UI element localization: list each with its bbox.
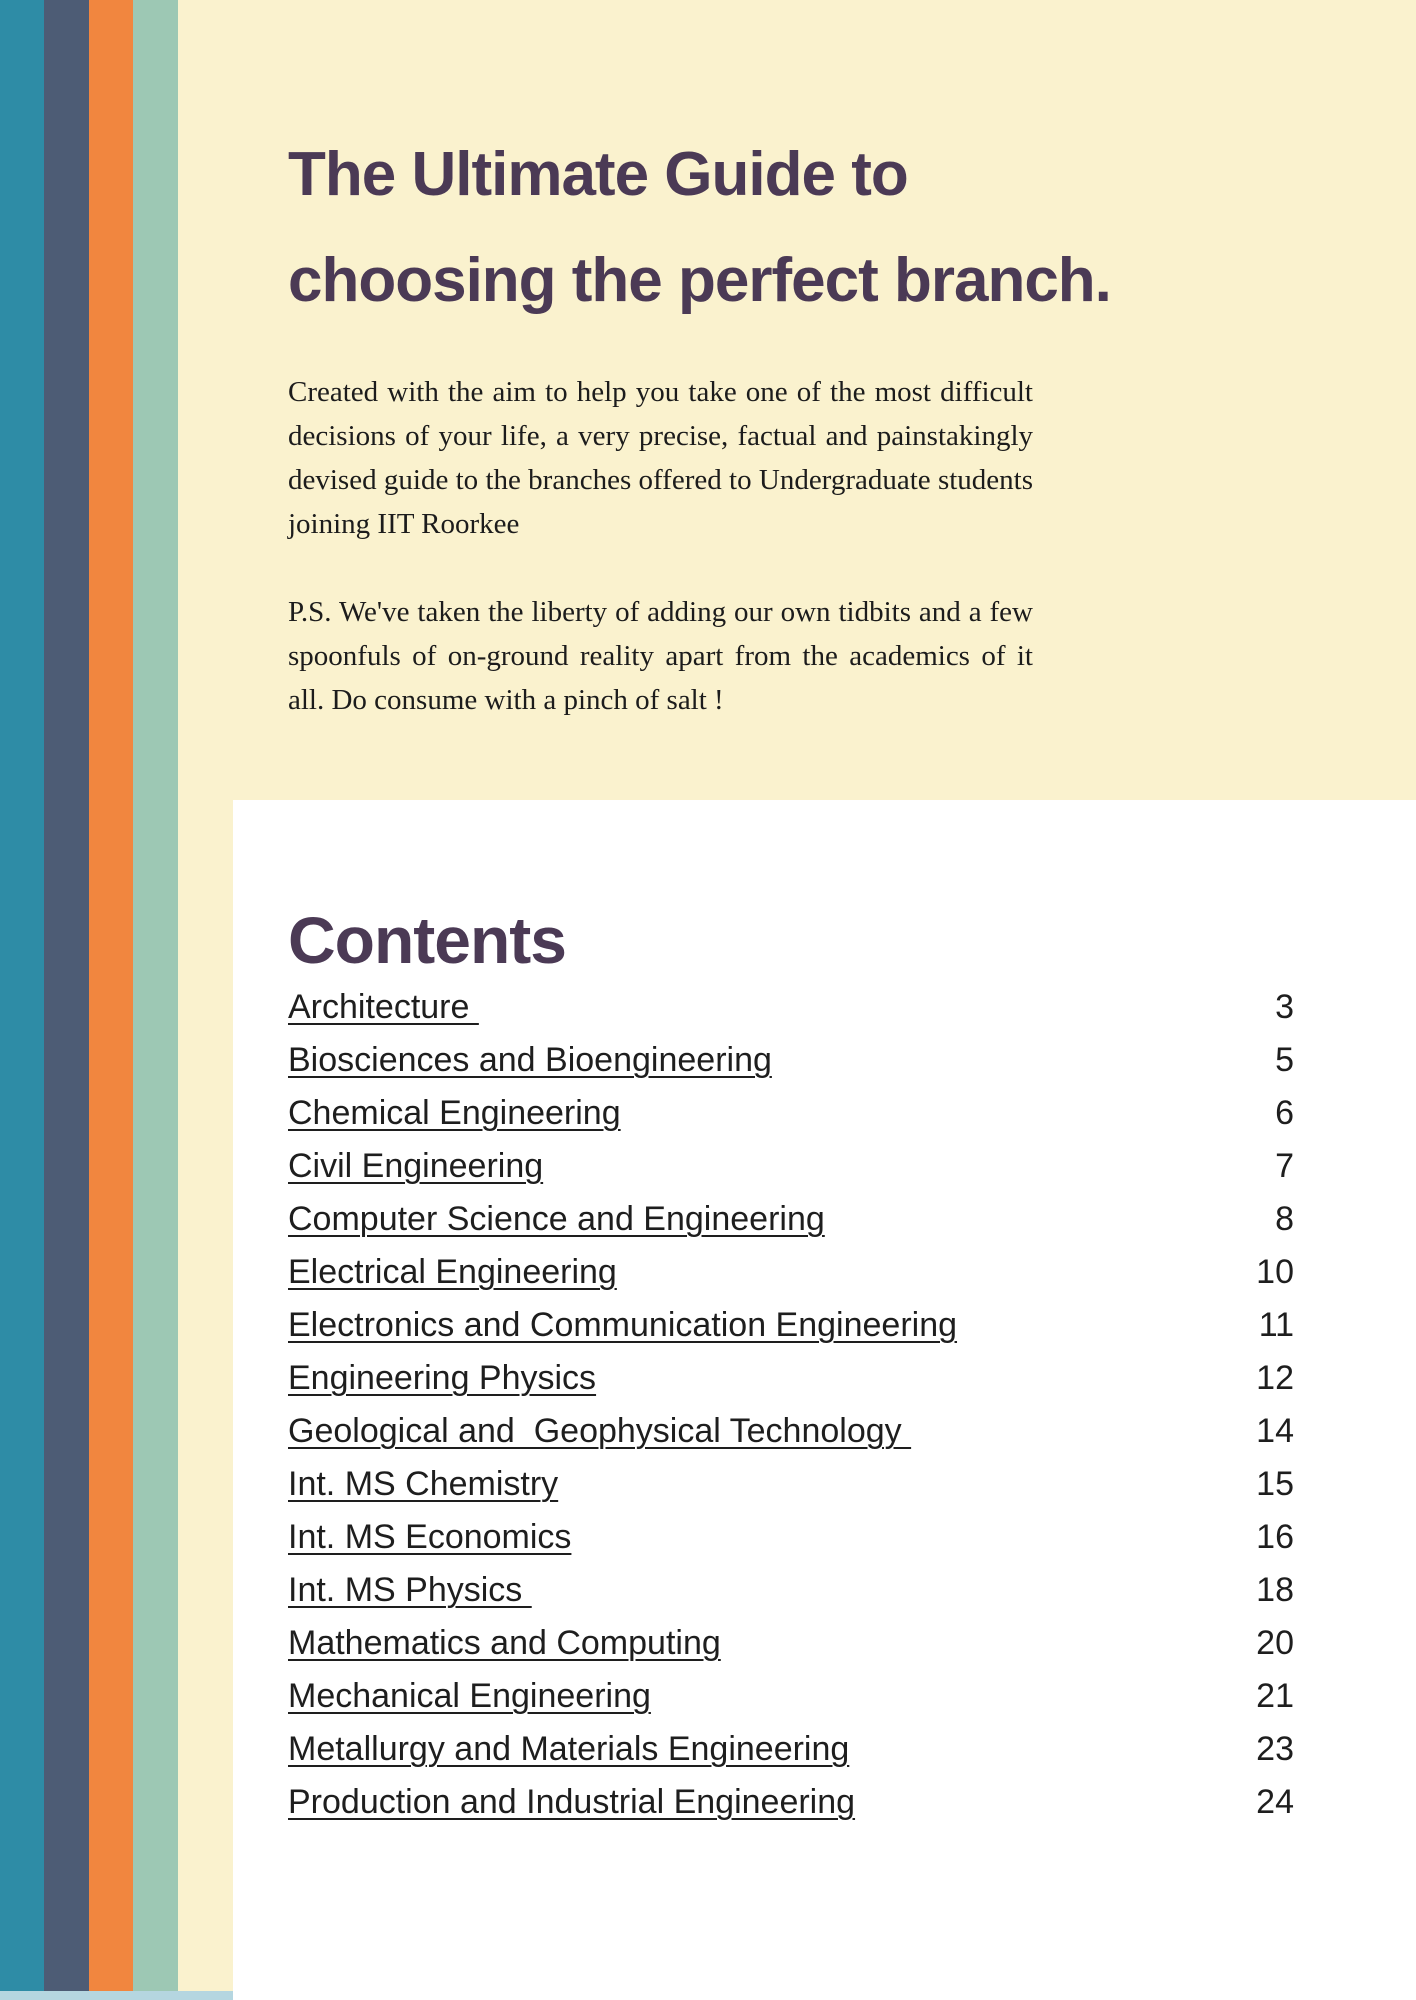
page-title-line1: The Ultimate Guide to (288, 139, 908, 209)
toc-entry-link[interactable]: Mechanical Engineering (288, 1677, 651, 1715)
table-of-contents-row (288, 1511, 1294, 1564)
table-of-contents-row (288, 1670, 1294, 1723)
toc-entry-link[interactable]: Electronics and Communication Engineering (288, 1306, 958, 1344)
toc-entry-page: 11 (1258, 1306, 1294, 1344)
table-of-contents-row (288, 1087, 1294, 1140)
decorative-stripe-teal (0, 0, 44, 2000)
toc-entry-page: 24 (1256, 1783, 1294, 1821)
table-of-contents-row (288, 1352, 1294, 1405)
toc-entry-page: 6 (1275, 1094, 1294, 1132)
table-of-contents-row (288, 1034, 1294, 1087)
toc-entry-link[interactable]: Geological and Geophysical Technology (288, 1412, 912, 1450)
toc-entry-link[interactable]: Mathematics and Computing (288, 1624, 721, 1662)
toc-entry-page: 23 (1256, 1730, 1294, 1768)
toc-entry-link[interactable]: Biosciences and Bioengineering (288, 1041, 772, 1079)
table-of-contents-row (288, 1140, 1294, 1193)
table-of-contents-row (288, 1617, 1294, 1670)
intro-paragraph: Created with the aim to help you take one of the most difficult decisions of your life, a very precise, factual and painstakingly devised guide to the branches offered to Undergraduate students joining IIT Roorkee (288, 376, 1033, 540)
toc-entry-page: 14 (1256, 1412, 1294, 1450)
table-of-contents-row (288, 1405, 1294, 1458)
decorative-stripe-sage (133, 0, 178, 2000)
table-of-contents-row (288, 1246, 1294, 1299)
table-of-contents-row (288, 1458, 1294, 1511)
toc-entry-page: 18 (1256, 1571, 1294, 1609)
contents-list (288, 981, 1294, 1829)
page-title-line2: choosing the perfect branch. (288, 245, 1111, 315)
toc-entry-page: 8 (1275, 1200, 1294, 1238)
toc-entry-link[interactable]: Int. MS Physics (288, 1571, 532, 1609)
decorative-stripe-orange (89, 0, 133, 2000)
ps-paragraph: P.S. We've taken the liberty of adding our own tidbits and a few spoonfuls of on-ground reality apart from the academics of it all. Do consume with a pinch of salt ! (288, 596, 1033, 716)
table-of-contents-row (288, 1564, 1294, 1617)
contents-heading: Contents (288, 902, 566, 977)
toc-entry-link[interactable]: Int. MS Chemistry (288, 1465, 559, 1503)
toc-entry-link[interactable]: Chemical Engineering (288, 1094, 621, 1132)
toc-entry-link[interactable]: Int. MS Economics (288, 1518, 572, 1556)
toc-entry-page: 7 (1275, 1147, 1294, 1185)
toc-entry-page: 20 (1256, 1624, 1294, 1662)
table-of-contents-row (288, 1723, 1294, 1776)
bottom-accent-bar (0, 1991, 233, 2000)
toc-entry-link[interactable]: Architecture (288, 988, 479, 1026)
toc-entry-page: 3 (1275, 988, 1294, 1026)
toc-entry-link[interactable]: Computer Science and Engineering (288, 1200, 825, 1238)
toc-entry-link[interactable]: Production and Industrial Engineering (288, 1783, 856, 1821)
table-of-contents-row (288, 1193, 1294, 1246)
toc-entry-page: 5 (1275, 1041, 1294, 1079)
toc-entry-page: 21 (1256, 1677, 1294, 1715)
toc-entry-link[interactable]: Metallurgy and Materials Engineering (288, 1730, 850, 1768)
table-of-contents-row (288, 1776, 1294, 1829)
table-of-contents-row (288, 1299, 1294, 1352)
page-title (288, 122, 1168, 334)
toc-entry-page: 12 (1256, 1359, 1294, 1397)
toc-entry-page: 15 (1256, 1465, 1294, 1503)
decorative-stripe-slate (44, 0, 89, 2000)
table-of-contents-row (288, 981, 1294, 1034)
toc-entry-page: 16 (1256, 1518, 1294, 1556)
toc-entry-link[interactable]: Electrical Engineering (288, 1253, 617, 1291)
toc-entry-link[interactable]: Engineering Physics (288, 1359, 597, 1397)
toc-entry-link[interactable]: Civil Engineering (288, 1147, 544, 1185)
toc-entry-page: 10 (1256, 1253, 1294, 1291)
